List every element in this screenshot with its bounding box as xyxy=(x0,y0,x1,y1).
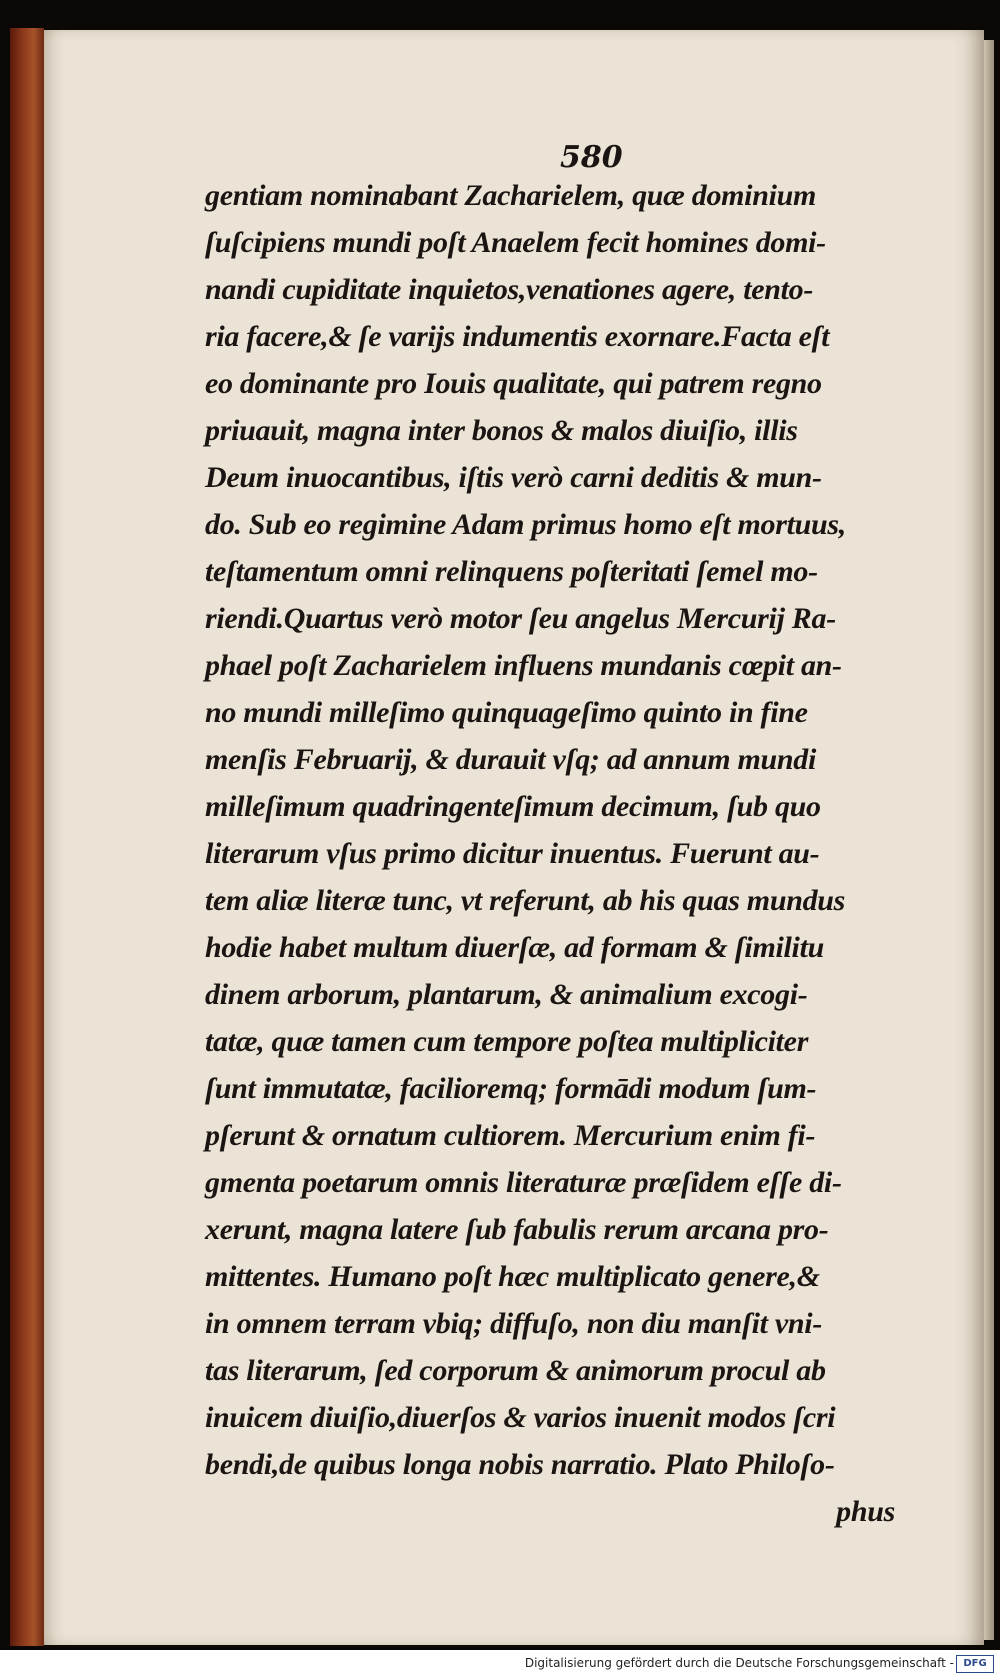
text-line: do. Sub eo regimine Adam primus homo eſt mortuus, xyxy=(205,508,846,541)
text-line: gentiam nominabant Zacharielem, quæ dominium xyxy=(205,179,817,212)
text-line: phael poſt Zacharielem influens mundanis cœpit an- xyxy=(205,649,842,682)
text-line: eo dominante pro Iouis qualitate, qui patrem regno xyxy=(205,367,822,400)
page-edge xyxy=(984,40,994,1640)
text-line: ſuſcipiens mundi poſt Anaelem fecit homines domi- xyxy=(205,226,826,259)
text-line: Deum inuocantibus, iſtis verò carni deditis & mun- xyxy=(205,461,822,494)
text-line: no mundi milleſimo quinquageſimo quinto in fine xyxy=(205,696,808,729)
text-block xyxy=(205,172,950,1535)
text-line: inuicem diuiſio,diuerſos & varios inuenit modos ſcri xyxy=(205,1401,836,1434)
footer-credit: Digitalisierung gefördert durch die Deutsche Forschungsgemeinschaft - xyxy=(524,1656,954,1670)
text-line: ria facere,& ſe varijs indumentis exornare.Facta eſt xyxy=(205,320,830,353)
text-line: gmenta poetarum omnis literaturæ præſidem eſſe di- xyxy=(205,1166,842,1199)
text-line: xerunt, magna latere ſub fabulis rerum arcana pro- xyxy=(205,1213,829,1246)
text-line: priuauit, magna inter bonos & malos diuiſio, illis xyxy=(205,414,798,447)
catchword: phus xyxy=(836,1495,895,1528)
book-spine xyxy=(10,28,44,1646)
footer-bar xyxy=(0,1652,1000,1677)
text-line: pſerunt & ornatum cultiorem. Mercurium enim fi- xyxy=(205,1119,816,1152)
text-line: menſis Februarij, & durauit vſq; ad annum mundi xyxy=(205,743,817,776)
text-line: literarum vſus primo dicitur inuentus. Fuerunt au- xyxy=(205,837,820,870)
page-number: 580 xyxy=(560,140,623,175)
text-line: bendi,de quibus longa nobis narratio. Plato Philoſo- xyxy=(205,1448,835,1481)
text-line: in omnem terram vbiq; diffuſo, non diu manſit vni- xyxy=(205,1307,823,1340)
text-line: dinem arborum, plantarum, & animalium excogi- xyxy=(205,978,808,1011)
dfg-logo: DFG xyxy=(956,1655,994,1673)
text-line: milleſimum quadringenteſimum decimum, ſub quo xyxy=(205,790,821,823)
text-line: hodie habet multum diuerſæ, ad formam & ſimilitu xyxy=(205,931,824,964)
text-line: teſtamentum omni relinquens poſteritati ſemel mo- xyxy=(205,555,818,588)
text-line: tem aliæ literæ tunc, vt referunt, ab his quas mundus xyxy=(205,884,846,917)
text-line: riendi.Quartus verò motor ſeu angelus Mercurij Ra- xyxy=(205,602,836,635)
text-line: tas literarum, ſed corporum & animorum procul ab xyxy=(205,1354,826,1387)
text-line: mittentes. Humano poſt hæc multiplicato genere,& xyxy=(205,1260,820,1293)
text-line: ſunt immutatæ, facilioremq; formādi modum ſum- xyxy=(205,1072,817,1105)
text-line: tatæ, quæ tamen cum tempore poſtea multipliciter xyxy=(205,1025,809,1058)
text-line: nandi cupiditate inquietos,venationes agere, tento- xyxy=(205,273,814,306)
